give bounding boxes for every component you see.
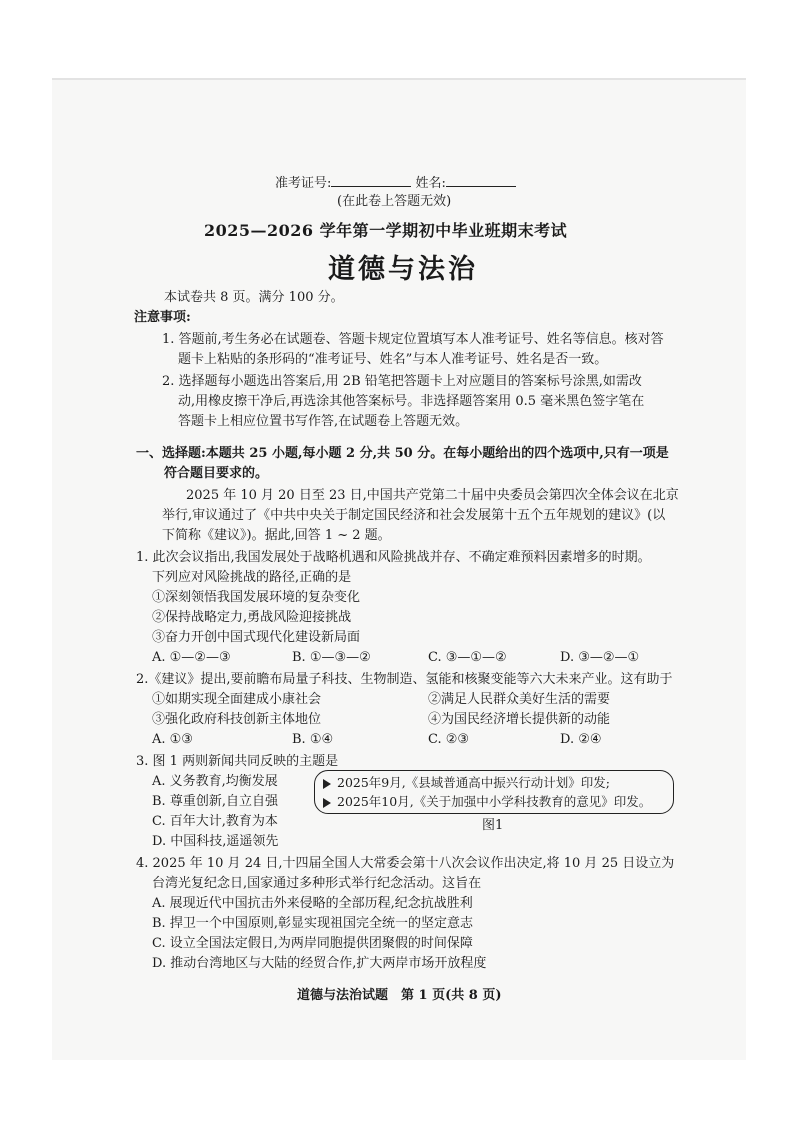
q2-options bbox=[52, 730, 746, 750]
q2-option-c: C. ②③ bbox=[428, 732, 470, 747]
q2-option-d: D. ②④ bbox=[560, 732, 602, 747]
name-blank bbox=[446, 172, 516, 187]
q1-item-2: ②保持战略定力,勇战风险迎接挑战 bbox=[152, 610, 352, 625]
material-line-2: 举行,审议通过了《中共中央关于制定国民经济和社会发展第十五个五年规划的建议》(以 bbox=[162, 508, 666, 523]
name-label: 姓名: bbox=[415, 176, 446, 191]
paper-intro: 本试卷共 8 页。满分 100 分。 bbox=[164, 290, 344, 305]
admission-number-label: 准考证号: bbox=[275, 176, 332, 191]
q2-stem: 2.《建议》提出,要前瞻布局量子科技、生物制造、氢能和核聚变能等六大未来产业。这有助于 bbox=[136, 672, 673, 687]
q4-stem-line-1: 4. 2025 年 10 月 24 日,十四届全国人大常委会第十八次会议作出决定,将 10 月 25 日设立为 bbox=[136, 856, 675, 871]
note-2-line-2: 动,用橡皮擦干净后,再选涂其他答案标号。非选择题答案用 0.5 毫米黑色签字笔在 bbox=[178, 394, 645, 409]
exam-title: 2025—2026 学年第一学期初中毕业班期末考试 bbox=[204, 221, 568, 240]
q1-stem-line-1: 1. 此次会议指出,我国发展处于战略机遇和风险挑战并存、不确定难预料因素增多的时期。 bbox=[136, 550, 651, 565]
q4-option-b: B. 捍卫一个中国原则,彰显实现祖国完全统一的坚定意志 bbox=[152, 916, 473, 931]
q1-option-a: A. ①—②—③ bbox=[152, 650, 231, 665]
figure-1-news-box bbox=[314, 770, 674, 814]
q4-option-a: A. 展现近代中国抗击外来侵略的全部历程,纪念抗战胜利 bbox=[152, 896, 473, 911]
exam-paper bbox=[52, 78, 746, 1060]
q3-option-d: D. 中国科技,遥遥领先 bbox=[152, 834, 279, 849]
section-heading-line-2: 符合题目要求的。 bbox=[164, 466, 269, 481]
section-heading-line-1: 一、选择题:本题共 25 小题,每小题 2 分,共 50 分。在每小题给出的四个选项中,只有一项是 bbox=[136, 446, 669, 461]
q1-item-1: ①深刻领悟我国发展环境的复杂变化 bbox=[152, 590, 361, 605]
news-item-2 bbox=[323, 793, 651, 811]
note-2-line-3: 答题卡上相应位置书写作答,在试题卷上答题无效。 bbox=[178, 414, 469, 429]
q1-option-b: B. ①—③—② bbox=[292, 650, 371, 665]
q2-option-a: A. ①③ bbox=[152, 732, 193, 747]
q3-option-b: B. 尊重创新,自立自强 bbox=[152, 794, 278, 809]
q4-stem-line-2: 台湾光复纪念日,国家通过多种形式举行纪念活动。这旨在 bbox=[152, 876, 482, 891]
note-1-line-2: 题卡上粘贴的条形码的“准考证号、姓名”与本人准考证号、姓名是否一致。 bbox=[178, 352, 608, 367]
q4-option-d: D. 推动台湾地区与大陆的经贸合作,扩大两岸市场开放程度 bbox=[152, 956, 487, 971]
news-item-2-text: 2025年10月,《关于加强中小学科技教育的意见》印发。 bbox=[337, 794, 652, 809]
note-2-line-1: 2. 选择题每小题选出答案后,用 2B 铅笔把答题卡上对应题目的答案标号涂黑,如需改 bbox=[162, 374, 642, 389]
q3-option-a: A. 义务教育,均衡发展 bbox=[152, 774, 278, 789]
q2-item-1: ①如期实现全面建成小康社会 bbox=[152, 692, 322, 707]
q1-item-3: ③奋力开创中国式现代化建设新局面 bbox=[152, 630, 361, 645]
q1-options bbox=[52, 648, 746, 668]
notes-heading: 注意事项: bbox=[134, 310, 191, 325]
note-1-line-1: 1. 答题前,考生务必在试题卷、答题卡规定位置填写本人准考证号、姓名等信息。核对答 bbox=[162, 332, 664, 347]
q2-item-4: ④为国民经济增长提供新的动能 bbox=[428, 712, 611, 727]
material-line-3: 下简称《建议》)。据此,回答 1 ~ 2 题。 bbox=[162, 528, 391, 543]
q4-option-c: C. 设立全国法定假日,为两岸同胞提供团聚假的时间保障 bbox=[152, 936, 473, 951]
q2-item-3: ③强化政府科技创新主体地位 bbox=[152, 712, 322, 727]
page-footer: 道德与法治试题 第 1 页(共 8 页) bbox=[297, 988, 502, 1003]
q1-stem-line-2: 下列应对风险挑战的路径,正确的是 bbox=[152, 570, 352, 585]
news-item-1 bbox=[323, 774, 610, 792]
q2-option-b: B. ①④ bbox=[292, 732, 334, 747]
q1-option-c: C. ③—①—② bbox=[428, 650, 507, 665]
admission-number-field bbox=[275, 172, 516, 194]
q3-stem: 3. 图 1 两则新闻共同反映的主题是 bbox=[136, 754, 339, 769]
arrow-bullet-icon bbox=[323, 798, 331, 808]
arrow-bullet-icon bbox=[323, 779, 331, 789]
news-item-1-text: 2025年9月,《县域普通高中振兴行动计划》印发; bbox=[337, 775, 610, 790]
admission-number-blank bbox=[331, 172, 411, 187]
material-line-1: 2025 年 10 月 20 日至 23 日,中国共产党第二十届中央委员会第四次全体会议在北京 bbox=[186, 488, 679, 503]
q2-item-2: ②满足人民群众美好生活的需要 bbox=[428, 692, 611, 707]
invalid-note: (在此卷上答题无效) bbox=[337, 194, 452, 209]
q1-option-d: D. ③—②—① bbox=[560, 650, 640, 665]
figure-1-caption: 图1 bbox=[482, 818, 504, 833]
subject-title: 道德与法治 bbox=[328, 254, 478, 285]
q3-option-c: C. 百年大计,教育为本 bbox=[152, 814, 278, 829]
